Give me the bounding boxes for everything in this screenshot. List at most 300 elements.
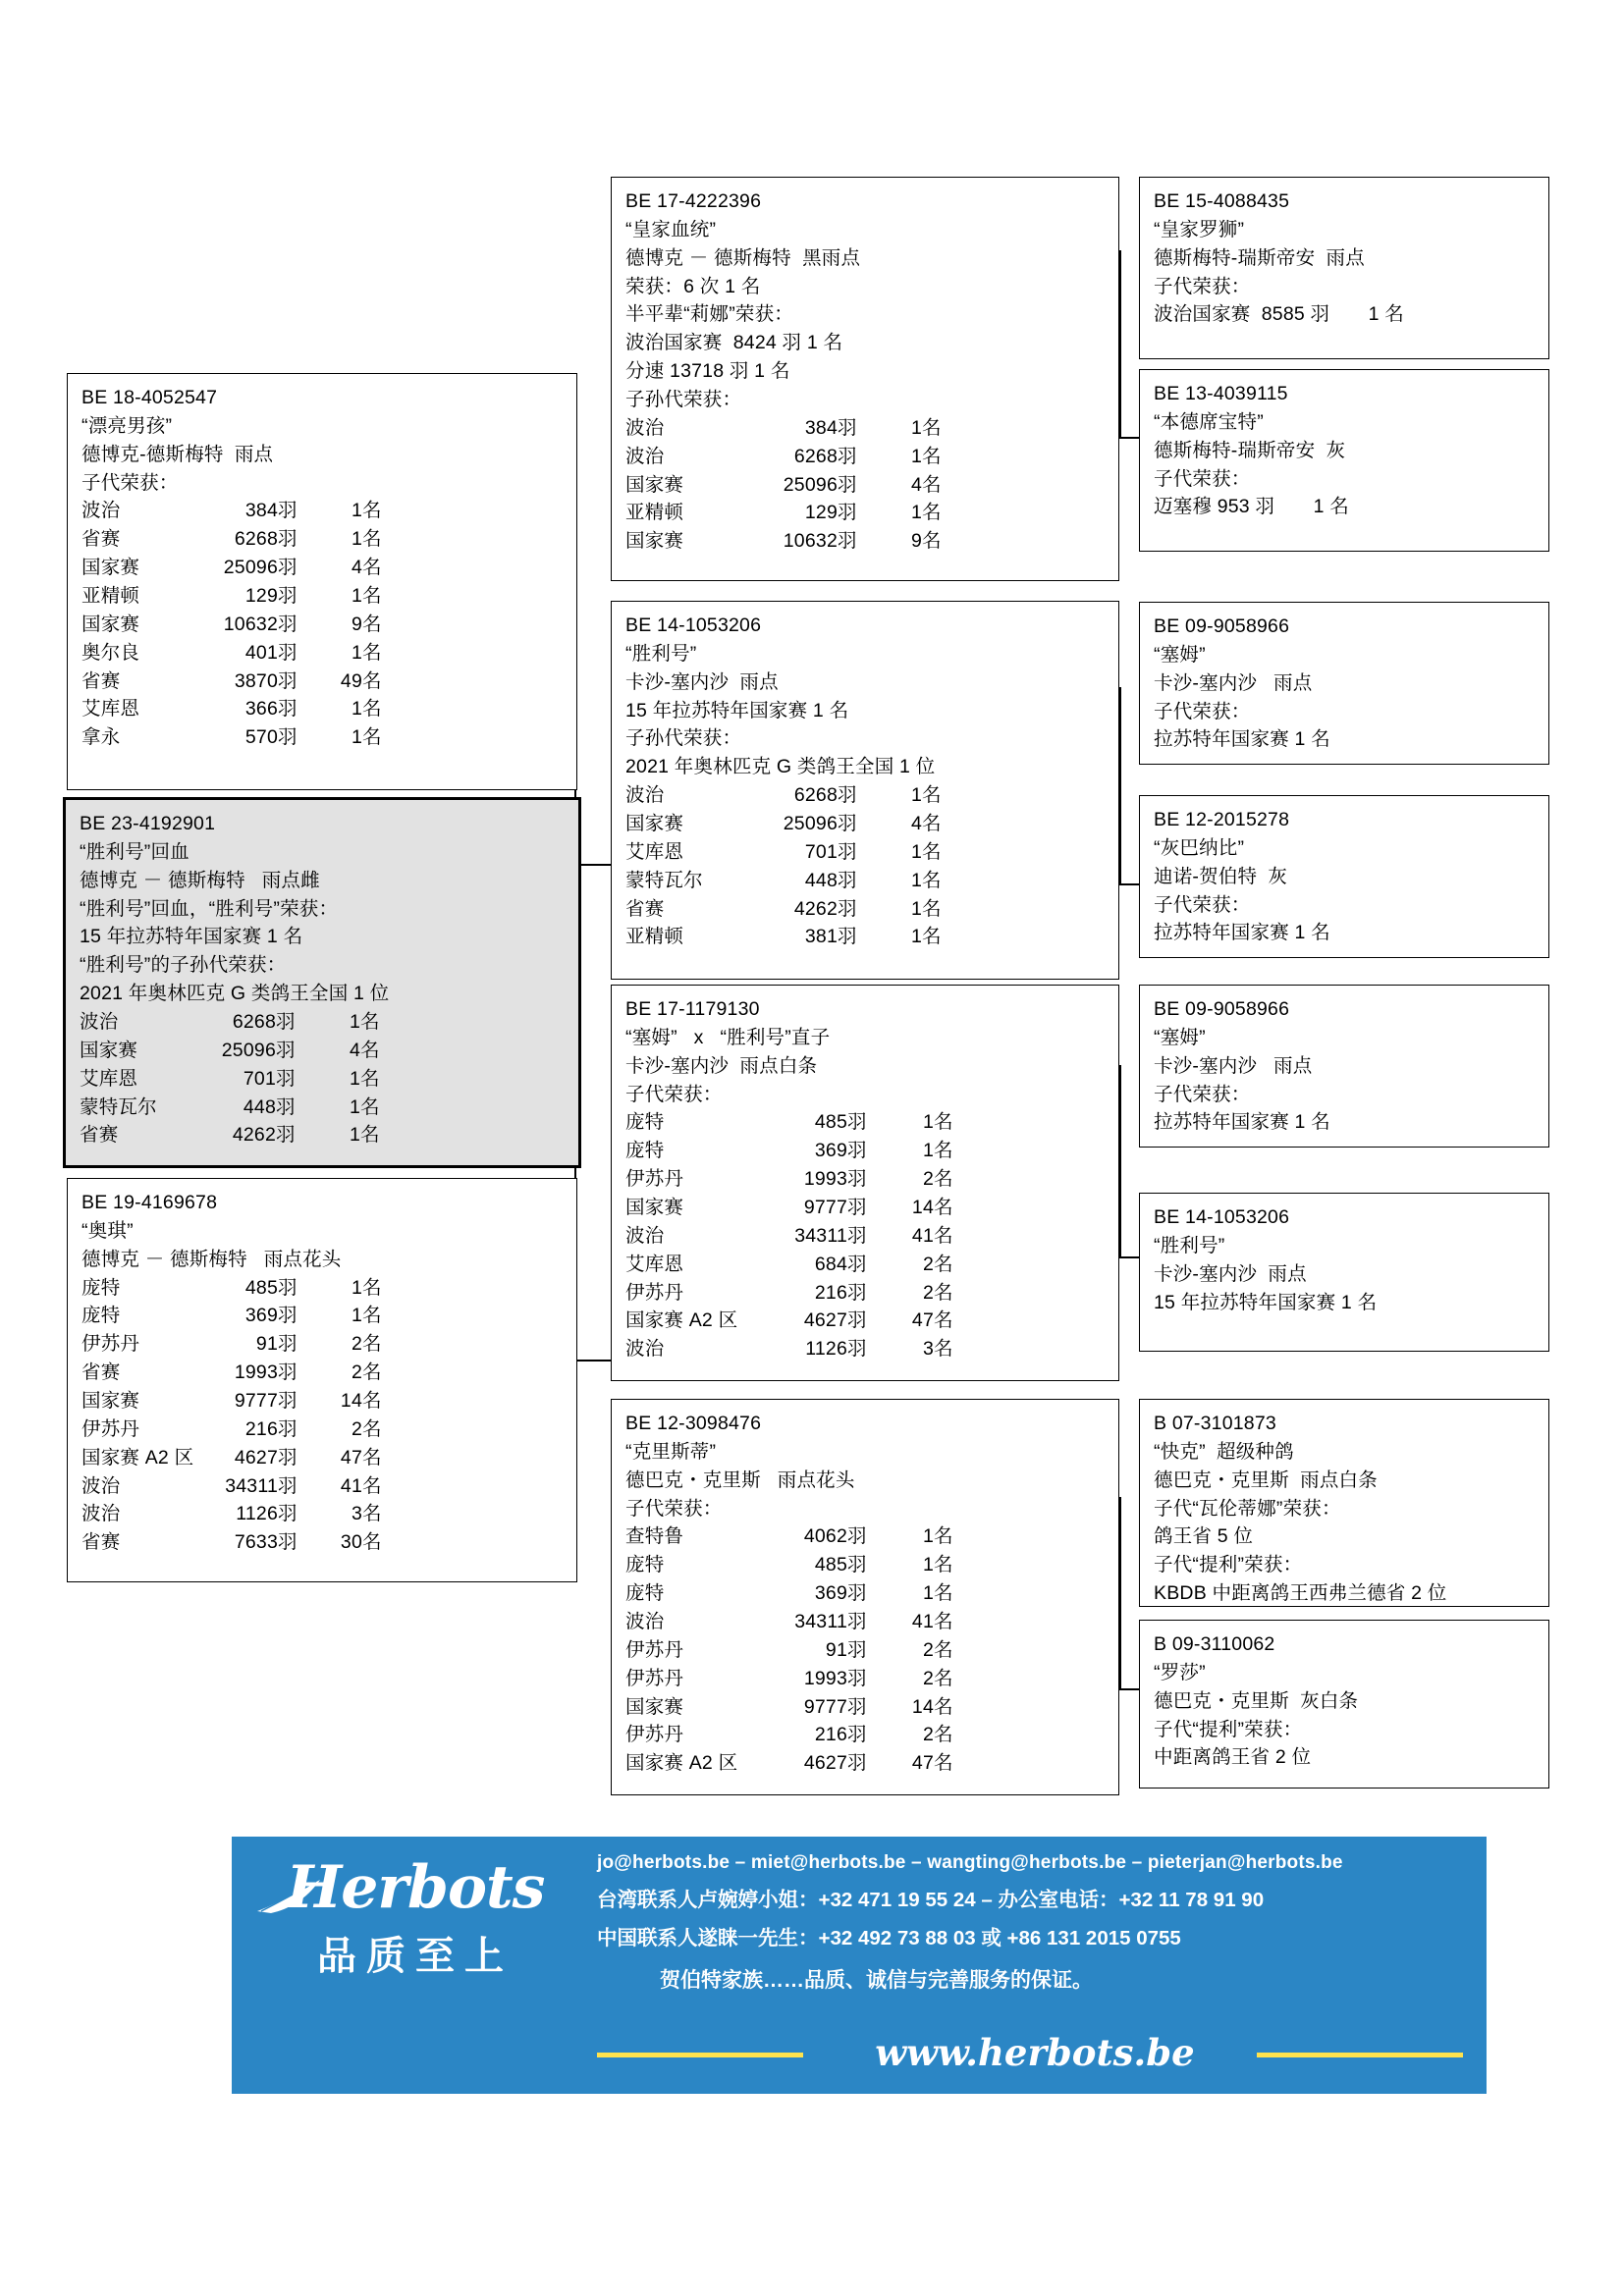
result-unit: 羽: [278, 557, 298, 579]
result-rank: 1: [351, 1305, 362, 1327]
result-unit: 羽: [838, 445, 857, 467]
result-label: 庞特: [81, 1276, 121, 1299]
result-rank: 41: [911, 1224, 934, 1247]
result-unit: 羽: [278, 698, 298, 721]
result-row: [81, 1415, 565, 1444]
result-unit: 羽: [847, 1281, 867, 1304]
result-number: 25096: [221, 1039, 276, 1061]
result-rank-unit: 名: [934, 1224, 953, 1247]
url-bar-right: [1257, 2053, 1463, 2057]
result-label: 艾库恩: [625, 840, 684, 863]
connector-g2a-h: [1119, 437, 1141, 439]
result-label: 伊苏丹: [81, 1333, 140, 1356]
result-row: [625, 1194, 1107, 1222]
result-unit: 羽: [278, 1390, 298, 1413]
g3-1-name: “皇家罗狮”: [1154, 218, 1245, 240]
dam-ring: BE 19-4169678: [81, 1192, 218, 1213]
result-label: 国家赛: [80, 1039, 138, 1061]
result-label: 国家赛: [81, 613, 140, 635]
herbots-logo: [253, 1853, 577, 1981]
g3-6-name: “胜利号”: [1154, 1234, 1225, 1256]
result-rank-unit: 名: [934, 1197, 953, 1219]
result-label: 伊苏丹: [625, 1638, 684, 1661]
result-label: 省赛: [80, 1124, 119, 1147]
result-rank: 14: [911, 1695, 934, 1718]
result-number: 6268: [234, 528, 278, 551]
g2d-results-heading: 子代荣获：: [625, 1497, 723, 1520]
result-row: [80, 1065, 567, 1094]
g3-1-result: 波治国家赛 8585 羽 1 名: [1154, 303, 1404, 326]
g2c-results-heading: 子代荣获：: [625, 1083, 723, 1105]
result-row: [81, 525, 565, 554]
g2b-note-1: 15 年拉苏特年国家赛 1 名: [625, 699, 849, 721]
g2c-ring: BE 17-1179130: [625, 998, 760, 1020]
result-rank-unit: 名: [922, 784, 942, 807]
result-number: 25096: [783, 473, 838, 496]
result-label: 省赛: [81, 1531, 121, 1554]
result-unit: 羽: [276, 1039, 296, 1061]
result-row: [81, 667, 565, 696]
result-row: [625, 810, 1107, 838]
result-row: [81, 611, 565, 639]
result-unit: 羽: [847, 1554, 867, 1576]
box-gen3-7: [1139, 1399, 1549, 1607]
result-rank: 4: [910, 813, 922, 835]
result-rank-unit: 名: [922, 445, 942, 467]
result-rank-unit: 名: [362, 613, 382, 635]
box-gen2-dam-mother: [611, 1399, 1119, 1795]
g3-2-breeding: 德斯梅特-瑞斯帝安 灰: [1154, 439, 1346, 461]
result-unit: 羽: [847, 1667, 867, 1689]
result-label: 国家赛: [81, 557, 140, 579]
result-label: 庞特: [625, 1582, 665, 1605]
result-unit: 羽: [278, 669, 298, 692]
result-row: [625, 1165, 1107, 1194]
result-rank-unit: 名: [934, 1525, 953, 1548]
result-unit: 羽: [276, 1067, 296, 1090]
result-rank-unit: 名: [362, 1503, 382, 1525]
result-rank-unit: 名: [362, 1305, 382, 1327]
result-rank: 1: [922, 1111, 934, 1134]
g2b-breeding: 卡沙-塞内沙 雨点: [625, 670, 779, 693]
result-label: 波治: [625, 1338, 665, 1361]
result-number: 485: [814, 1111, 847, 1134]
g3-8-name: “罗莎”: [1154, 1661, 1206, 1683]
result-label: 国家赛: [625, 530, 684, 553]
result-row: [625, 781, 1107, 810]
result-rank: 49: [340, 669, 362, 692]
g3-8-note-2: 中距离鸽王省 2 位: [1154, 1746, 1312, 1769]
result-label: 庞特: [625, 1140, 665, 1162]
box-dam: [67, 1178, 577, 1582]
result-number: 10632: [783, 530, 838, 553]
result-rank: 2: [351, 1333, 362, 1356]
result-row: [81, 723, 565, 752]
connector-g2d: [1119, 1497, 1121, 1688]
result-rank: 1: [922, 1582, 934, 1605]
result-unit: 羽: [838, 897, 857, 920]
result-row: [81, 695, 565, 723]
result-label: 波治: [81, 1474, 121, 1497]
result-unit: 羽: [838, 416, 857, 439]
result-unit: 羽: [838, 813, 857, 835]
result-number: 91: [825, 1638, 847, 1661]
result-label: 艾库恩: [80, 1067, 138, 1090]
result-label: 庞特: [625, 1554, 665, 1576]
result-row: [81, 1444, 565, 1472]
result-row: [80, 1094, 567, 1122]
result-label: 拿永: [81, 726, 121, 749]
result-rank-unit: 名: [934, 1554, 953, 1576]
result-rank-unit: 名: [362, 1276, 382, 1299]
g2c-name: “塞姆” x “胜利号”直子: [625, 1026, 831, 1048]
result-rank: 2: [922, 1724, 934, 1746]
subject-note-3: “胜利号”的子孙代荣获：: [80, 954, 287, 977]
result-rank: 14: [911, 1197, 934, 1219]
result-rank: 4: [349, 1039, 360, 1061]
result-rank-unit: 名: [922, 813, 942, 835]
g3-8-breeding: 德巴克・克里斯 灰白条: [1154, 1689, 1359, 1712]
sire-breeding: 德博克-德斯梅特 雨点: [81, 443, 274, 465]
g2c-breeding: 卡沙-塞内沙 雨点白条: [625, 1054, 818, 1077]
result-number: 216: [814, 1281, 847, 1304]
result-label: 省赛: [81, 669, 121, 692]
result-row: [625, 471, 1107, 500]
g3-2-result: 迈塞穆 953 羽 1 名: [1154, 496, 1349, 518]
result-rank-unit: 名: [362, 557, 382, 579]
result-number: 6268: [793, 445, 838, 467]
sire-name: “漂亮男孩”: [81, 414, 173, 437]
result-row: [625, 1279, 1107, 1308]
result-rank-unit: 名: [934, 1638, 953, 1661]
result-number: 485: [244, 1276, 278, 1299]
result-unit: 羽: [847, 1224, 867, 1247]
result-number: 216: [814, 1724, 847, 1746]
g2a-note-1: 荣获：6 次 1 名: [625, 275, 761, 297]
result-unit: 羽: [838, 502, 857, 524]
result-number: 369: [814, 1582, 847, 1605]
result-rank: 47: [911, 1752, 934, 1775]
result-rank: 9: [351, 613, 362, 635]
result-rank-unit: 名: [922, 416, 942, 439]
box-subject: [63, 797, 581, 1168]
g3-3-ring: BE 09-9058966: [1154, 615, 1290, 637]
result-row: [625, 1522, 1107, 1551]
result-unit: 羽: [847, 1582, 867, 1605]
result-unit: 羽: [278, 1474, 298, 1497]
result-rank-unit: 名: [934, 1582, 953, 1605]
g3-4-ring: BE 12-2015278: [1154, 809, 1290, 830]
g2a-ring: BE 17-4222396: [625, 190, 762, 212]
result-unit: 羽: [847, 1724, 867, 1746]
connector-g2c-h: [1119, 1256, 1141, 1258]
g2d-ring: BE 12-3098476: [625, 1413, 762, 1434]
result-number: 570: [244, 726, 278, 749]
box-gen3-5: [1139, 985, 1549, 1148]
result-rank-unit: 名: [934, 1253, 953, 1275]
result-label: 波治: [81, 500, 121, 522]
result-number: 4262: [793, 897, 838, 920]
box-sire: [67, 373, 577, 790]
result-unit: 羽: [278, 1305, 298, 1327]
result-unit: 羽: [847, 1611, 867, 1633]
result-unit: 羽: [847, 1140, 867, 1162]
g2a-note-3: 波治国家赛 8424 羽 1 名: [625, 332, 843, 354]
result-rank: 4: [910, 473, 922, 496]
g3-4-result: 拉苏特年国家赛 1 名: [1154, 922, 1330, 944]
result-rank: 1: [910, 869, 922, 891]
result-label: 波治: [81, 1503, 121, 1525]
result-rank: 1: [349, 1124, 360, 1147]
box-gen3-8: [1139, 1620, 1549, 1789]
result-number: 1126: [805, 1338, 847, 1361]
result-rank-unit: 名: [922, 502, 942, 524]
result-label: 伊苏丹: [625, 1667, 684, 1689]
result-rank-unit: 名: [362, 1446, 382, 1468]
result-unit: 羽: [838, 473, 857, 496]
result-rank-unit: 名: [934, 1140, 953, 1162]
result-number: 448: [804, 869, 838, 891]
result-row: [625, 923, 1107, 951]
result-number: 1993: [803, 1168, 847, 1191]
result-rank-unit: 名: [922, 840, 942, 863]
result-row: [625, 1251, 1107, 1279]
result-rank-unit: 名: [934, 1695, 953, 1718]
result-label: 国家赛 A2 区: [625, 1752, 738, 1775]
result-unit: 羽: [838, 530, 857, 553]
connector-g2c: [1119, 1065, 1121, 1256]
result-number: 3870: [234, 669, 278, 692]
box-gen2-dam-father: [611, 985, 1119, 1381]
result-label: 国家赛 A2 区: [625, 1309, 738, 1332]
result-unit: 羽: [278, 1333, 298, 1356]
result-row: [81, 1472, 565, 1501]
result-unit: 羽: [838, 784, 857, 807]
result-number: 216: [244, 1417, 278, 1440]
g3-7-name: “快克” 超级种鸽: [1154, 1440, 1294, 1463]
result-row: [625, 867, 1107, 895]
result-row: [625, 1665, 1107, 1693]
subject-note-4: 2021 年奥林匹克 G 类鸽王全国 1 位: [80, 983, 390, 1005]
result-row: [625, 1608, 1107, 1636]
result-rank: 2: [922, 1168, 934, 1191]
result-rank: 1: [910, 897, 922, 920]
result-unit: 羽: [847, 1168, 867, 1191]
result-number: 1993: [234, 1362, 278, 1384]
result-row: [81, 1274, 565, 1303]
result-row: [625, 414, 1107, 443]
result-rank: 1: [910, 445, 922, 467]
result-number: 4262: [232, 1124, 276, 1147]
result-rank-unit: 名: [362, 1390, 382, 1413]
result-row: [625, 1551, 1107, 1579]
connector-g2a: [1119, 250, 1121, 437]
contact-emails[interactable]: jo@herbots.be – miet@herbots.be – wangting@herbots.be – pieterjan@herbots.be: [597, 1852, 1343, 1873]
result-label: 省赛: [81, 1362, 121, 1384]
result-label: 蒙特瓦尔: [80, 1095, 157, 1118]
result-rank-unit: 名: [360, 1095, 380, 1118]
result-number: 4627: [803, 1752, 847, 1775]
g2a-breeding: 德博克 － 德斯梅特 黑雨点: [625, 246, 861, 269]
result-label: 波治: [625, 1611, 665, 1633]
contact-taiwan: 台湾联系人卢婉婷小姐：+32 471 19 55 24 – 办公室电话：+32 11 78 91 90: [597, 1889, 1265, 1911]
result-rank-unit: 名: [922, 530, 942, 553]
g3-5-name: “塞姆”: [1154, 1026, 1206, 1048]
result-number: 369: [244, 1305, 278, 1327]
result-unit: 羽: [847, 1338, 867, 1361]
g3-8-note-1: 子代“提利”荣获：: [1154, 1718, 1303, 1740]
result-rank: 1: [910, 502, 922, 524]
result-number: 4627: [803, 1309, 847, 1332]
result-unit: 羽: [278, 1417, 298, 1440]
subject-note-2: 15 年拉苏特年国家赛 1 名: [80, 926, 303, 948]
subject-name: “胜利号”回血: [80, 840, 189, 863]
g3-2-name: “本德席宝特”: [1154, 410, 1264, 433]
result-rank: 1: [910, 416, 922, 439]
banner-url-row: [597, 2031, 1473, 2076]
result-label: 艾库恩: [81, 698, 140, 721]
g3-5-ring: BE 09-9058966: [1154, 998, 1290, 1020]
result-unit: 羽: [278, 613, 298, 635]
result-number: 684: [814, 1253, 847, 1275]
result-rank-unit: 名: [934, 1309, 953, 1332]
g3-2-ring: BE 13-4039115: [1154, 383, 1288, 404]
result-rank-unit: 名: [360, 1067, 380, 1090]
herbots-footer-banner: [232, 1837, 1487, 2094]
result-rank-unit: 名: [922, 926, 942, 948]
g3-7-note-4: KBDB 中距离鸽王西弗兰德省 2 位: [1154, 1582, 1447, 1605]
subject-note-1: “胜利号”回血，“胜利号”荣获：: [80, 897, 339, 920]
result-number: 129: [804, 502, 838, 524]
result-label: 艾库恩: [625, 1253, 684, 1275]
result-rank-unit: 名: [362, 528, 382, 551]
g3-7-note-1: 子代“瓦伦蒂娜”荣获：: [1154, 1497, 1341, 1520]
result-row: [625, 1335, 1107, 1363]
result-label: 波治: [625, 445, 665, 467]
g2b-name: “胜利号”: [625, 642, 697, 665]
result-unit: 羽: [278, 500, 298, 522]
result-label: 波治: [625, 784, 665, 807]
result-rank-unit: 名: [362, 585, 382, 608]
result-number: 91: [255, 1333, 278, 1356]
result-rank-unit: 名: [362, 1417, 382, 1440]
result-label: 亚精顿: [625, 502, 684, 524]
result-unit: 羽: [278, 726, 298, 749]
result-rank: 1: [351, 641, 362, 664]
g3-7-ring: B 07-3101873: [1154, 1413, 1276, 1434]
result-row: [625, 1137, 1107, 1165]
result-rank-unit: 名: [362, 1362, 382, 1384]
result-rank-unit: 名: [934, 1168, 953, 1191]
result-rank-unit: 名: [362, 1333, 382, 1356]
result-row: [81, 554, 565, 582]
result-unit: 羽: [278, 585, 298, 608]
result-rank: 2: [351, 1417, 362, 1440]
result-label: 国家赛: [625, 473, 684, 496]
g3-7-note-2: 鸽王省 5 位: [1154, 1525, 1254, 1548]
box-gen3-1: [1139, 177, 1549, 359]
result-unit: 羽: [847, 1253, 867, 1275]
result-row: [80, 1037, 567, 1065]
result-rank: 47: [911, 1309, 934, 1332]
result-row: [625, 1749, 1107, 1778]
banner-contact-block: [597, 1852, 1477, 1994]
result-number: 6268: [232, 1011, 276, 1034]
result-number: 384: [804, 416, 838, 439]
website-url[interactable]: www.herbots.be: [875, 2031, 1195, 2074]
result-label: 省赛: [81, 528, 121, 551]
g3-6-ring: BE 14-1053206: [1154, 1206, 1290, 1228]
result-rank-unit: 名: [934, 1111, 953, 1134]
result-row: [625, 1721, 1107, 1749]
result-rank-unit: 名: [934, 1724, 953, 1746]
result-row: [81, 497, 565, 525]
result-label: 亚精顿: [625, 926, 684, 948]
connector-g2b-h: [1119, 883, 1141, 885]
result-label: 查特鲁: [625, 1525, 684, 1548]
result-rank: 1: [922, 1140, 934, 1162]
result-rank-unit: 名: [362, 1531, 382, 1554]
result-number: 9777: [234, 1390, 278, 1413]
result-rank: 1: [910, 926, 922, 948]
g3-4-breeding: 迪诺-贺伯特 灰: [1154, 865, 1288, 887]
result-number: 401: [244, 641, 278, 664]
result-row: [625, 1307, 1107, 1335]
result-rank: 1: [910, 840, 922, 863]
result-label: 国家赛 A2 区: [81, 1446, 194, 1468]
result-rank: 3: [922, 1338, 934, 1361]
result-row: [625, 1222, 1107, 1251]
g3-1-heading: 子代荣获：: [1154, 275, 1251, 297]
result-rank: 47: [340, 1446, 362, 1468]
g3-7-breeding: 德巴克・克里斯 雨点白条: [1154, 1468, 1378, 1491]
result-number: 10632: [223, 613, 278, 635]
g2d-name: “克里斯蒂”: [625, 1440, 717, 1463]
result-unit: 羽: [838, 926, 857, 948]
result-row: [625, 527, 1107, 556]
result-rank: 1: [922, 1554, 934, 1576]
result-row: [81, 1387, 565, 1415]
g2b-note-2: 子孙代荣获：: [625, 727, 742, 750]
result-unit: 羽: [278, 1362, 298, 1384]
result-rank-unit: 名: [922, 473, 942, 496]
result-row: [81, 1528, 565, 1557]
result-rank: 3: [351, 1503, 362, 1525]
g2a-note-2: 半平辈“莉娜”荣获：: [625, 303, 793, 326]
result-row: [625, 499, 1107, 527]
result-rank: 41: [340, 1474, 362, 1497]
g3-5-result: 拉苏特年国家赛 1 名: [1154, 1111, 1330, 1134]
result-rank-unit: 名: [360, 1124, 380, 1147]
result-label: 伊苏丹: [625, 1168, 684, 1191]
box-gen3-2: [1139, 369, 1549, 552]
result-unit: 羽: [847, 1752, 867, 1775]
result-label: 国家赛: [625, 1695, 684, 1718]
result-number: 9777: [803, 1695, 847, 1718]
connector-dam-h: [574, 1360, 614, 1362]
result-rank-unit: 名: [360, 1039, 380, 1061]
g2b-note-3: 2021 年奥林匹克 G 类鸽王全国 1 位: [625, 756, 936, 778]
connector-g2b: [1119, 687, 1121, 883]
g2a-note-4: 分速 13718 羽 1 名: [625, 360, 790, 383]
result-unit: 羽: [278, 1276, 298, 1299]
result-row: [81, 1359, 565, 1387]
result-number: 25096: [223, 557, 278, 579]
result-row: [80, 1121, 567, 1149]
result-number: 701: [243, 1067, 276, 1090]
result-label: 国家赛: [625, 1197, 684, 1219]
g3-1-ring: BE 15-4088435: [1154, 190, 1290, 212]
